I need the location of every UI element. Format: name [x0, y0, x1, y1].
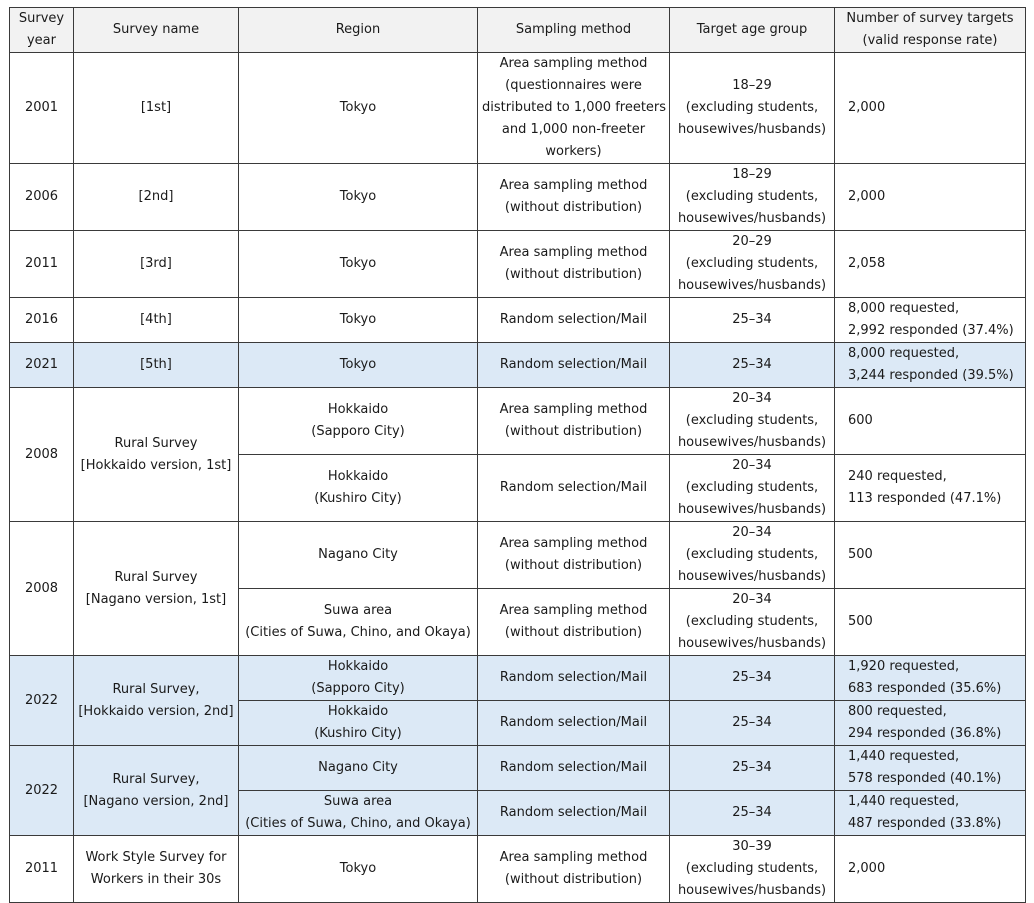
- survey-targets-cell: 2,000: [835, 164, 1026, 231]
- target-age-cell: 20–34 (excluding students, housewives/husbands): [670, 455, 835, 522]
- region-cell: Tokyo: [239, 298, 478, 343]
- sampling-method-cell: Area sampling method (questionnaires were distributed to 1,000 freeters and 1,000 non-freeter workers): [478, 53, 670, 164]
- header-region: Region: [239, 8, 478, 53]
- sampling-method-cell: Random selection/Mail: [478, 455, 670, 522]
- survey-year-cell: 2016: [10, 298, 74, 343]
- sampling-method-cell: Random selection/Mail: [478, 746, 670, 791]
- header-survey-name: Survey name: [74, 8, 239, 53]
- sampling-method-cell: Area sampling method (without distribution): [478, 231, 670, 298]
- target-age-cell: 20–34 (excluding students, housewives/husbands): [670, 522, 835, 589]
- survey-name-cell: [5th]: [74, 343, 239, 388]
- survey-year-cell: 2006: [10, 164, 74, 231]
- table-row: [10, 746, 1026, 791]
- survey-name-cell: Rural Survey, [Nagano version, 2nd]: [74, 746, 239, 836]
- header-sampling-method: Sampling method: [478, 8, 670, 53]
- header-survey-targets: Number of survey targets (valid response rate): [835, 8, 1026, 53]
- survey-year-cell: 2011: [10, 231, 74, 298]
- target-age-cell: 20–29 (excluding students, housewives/husbands): [670, 231, 835, 298]
- region-cell: Nagano City: [239, 522, 478, 589]
- survey-targets-cell: 1,440 requested, 487 responded (33.8%): [835, 791, 1026, 836]
- survey-name-cell: [2nd]: [74, 164, 239, 231]
- survey-targets-cell: 500: [835, 522, 1026, 589]
- survey-targets-cell: 600: [835, 388, 1026, 455]
- target-age-cell: 18–29 (excluding students, housewives/husbands): [670, 53, 835, 164]
- table-row: [10, 53, 1026, 164]
- target-age-cell: 25–34: [670, 701, 835, 746]
- sampling-method-cell: Random selection/Mail: [478, 298, 670, 343]
- table-row: [10, 164, 1026, 231]
- sampling-method-cell: Random selection/Mail: [478, 701, 670, 746]
- region-cell: Tokyo: [239, 836, 478, 903]
- region-cell: Tokyo: [239, 231, 478, 298]
- region-cell: Hokkaido (Kushiro City): [239, 701, 478, 746]
- table-row: [10, 388, 1026, 455]
- survey-year-cell: 2008: [10, 522, 74, 656]
- table-row: [10, 522, 1026, 589]
- survey-targets-cell: 2,000: [835, 53, 1026, 164]
- survey-year-cell: 2022: [10, 656, 74, 746]
- sampling-method-cell: Area sampling method (without distribution): [478, 589, 670, 656]
- survey-targets-cell: 500: [835, 589, 1026, 656]
- region-cell: Tokyo: [239, 164, 478, 231]
- target-age-cell: 25–34: [670, 343, 835, 388]
- target-age-cell: 20–34 (excluding students, housewives/husbands): [670, 388, 835, 455]
- survey-year-cell: 2021: [10, 343, 74, 388]
- sampling-method-cell: Random selection/Mail: [478, 791, 670, 836]
- survey-targets-cell: 2,058: [835, 231, 1026, 298]
- table-row: [10, 343, 1026, 388]
- survey-table-container: [9, 7, 1026, 903]
- survey-year-cell: 2022: [10, 746, 74, 836]
- target-age-cell: 18–29 (excluding students, housewives/husbands): [670, 164, 835, 231]
- header-target-age-group: Target age group: [670, 8, 835, 53]
- table-row: [10, 298, 1026, 343]
- table-row: [10, 656, 1026, 701]
- survey-name-cell: [3rd]: [74, 231, 239, 298]
- target-age-cell: 30–39 (excluding students, housewives/husbands): [670, 836, 835, 903]
- survey-name-cell: Rural Survey [Nagano version, 1st]: [74, 522, 239, 656]
- region-cell: Hokkaido (Sapporo City): [239, 388, 478, 455]
- target-age-cell: 20–34 (excluding students, housewives/husbands): [670, 589, 835, 656]
- region-cell: Tokyo: [239, 343, 478, 388]
- sampling-method-cell: Area sampling method (without distribution): [478, 164, 670, 231]
- region-cell: Suwa area (Cities of Suwa, Chino, and Okaya): [239, 589, 478, 656]
- table-row: [10, 231, 1026, 298]
- survey-name-cell: [1st]: [74, 53, 239, 164]
- region-cell: Hokkaido (Kushiro City): [239, 455, 478, 522]
- region-cell: Nagano City: [239, 746, 478, 791]
- target-age-cell: 25–34: [670, 298, 835, 343]
- survey-targets-cell: 2,000: [835, 836, 1026, 903]
- table-row: [10, 836, 1026, 903]
- survey-targets-cell: 1,920 requested, 683 responded (35.6%): [835, 656, 1026, 701]
- target-age-cell: 25–34: [670, 746, 835, 791]
- survey-targets-cell: 1,440 requested, 578 responded (40.1%): [835, 746, 1026, 791]
- survey-targets-cell: 240 requested, 113 responded (47.1%): [835, 455, 1026, 522]
- survey-year-cell: 2011: [10, 836, 74, 903]
- sampling-method-cell: Area sampling method (without distribution): [478, 522, 670, 589]
- survey-table: [9, 7, 1026, 903]
- region-cell: Hokkaido (Sapporo City): [239, 656, 478, 701]
- survey-targets-cell: 8,000 requested, 3,244 responded (39.5%): [835, 343, 1026, 388]
- region-cell: Tokyo: [239, 53, 478, 164]
- survey-name-cell: Rural Survey [Hokkaido version, 1st]: [74, 388, 239, 522]
- survey-targets-cell: 800 requested, 294 responded (36.8%): [835, 701, 1026, 746]
- target-age-cell: 25–34: [670, 656, 835, 701]
- header-survey-year: Survey year: [10, 8, 74, 53]
- survey-targets-cell: 8,000 requested, 2,992 responded (37.4%): [835, 298, 1026, 343]
- target-age-cell: 25–34: [670, 791, 835, 836]
- sampling-method-cell: Random selection/Mail: [478, 656, 670, 701]
- sampling-method-cell: Area sampling method (without distribution): [478, 836, 670, 903]
- survey-year-cell: 2001: [10, 53, 74, 164]
- survey-name-cell: Rural Survey, [Hokkaido version, 2nd]: [74, 656, 239, 746]
- survey-year-cell: 2008: [10, 388, 74, 522]
- region-cell: Suwa area (Cities of Suwa, Chino, and Okaya): [239, 791, 478, 836]
- survey-name-cell: [4th]: [74, 298, 239, 343]
- sampling-method-cell: Random selection/Mail: [478, 343, 670, 388]
- survey-name-cell: Work Style Survey for Workers in their 30s: [74, 836, 239, 903]
- sampling-method-cell: Area sampling method (without distribution): [478, 388, 670, 455]
- header-row: [10, 8, 1026, 53]
